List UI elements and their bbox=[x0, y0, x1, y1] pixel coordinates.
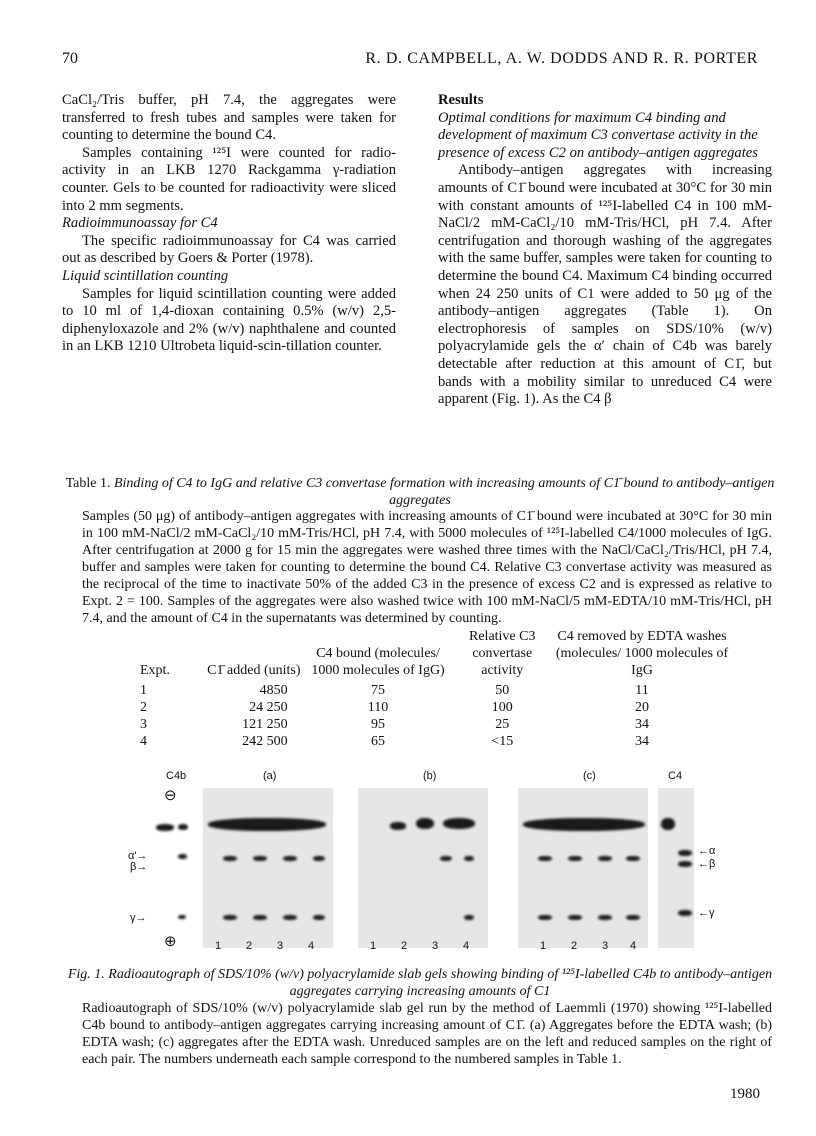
band bbox=[661, 818, 675, 830]
table-note: Samples (50 μg) of antibody–antigen aggregates with increasing amounts of C1̄ bound were incubated at 30°C for 30 min in 100 mM-NaCl/2 mM-CaCl₂/10 mM-Tris/HCl, pH 7.4, with 5000 molecules of ¹²⁵I-labelled C4/1000 molecules of IgG. After centrifugation at 2000 g for 15 min the aggregates were washed three times with the NaCl/CaCl₂/Tris/HCl, pH 7.4, buffer and samples were taken for counting to determine the bound C4. Relative C3 convertase activity was measured as the reciprocal of the time to inactivate 50% of the added C3 in the presence of excess C2 and is expressed as relative to Expt. 2 = 100. Samples of the aggregates were also washed twice with 100 mM-NaCl/5 mM-EDTA/10 mM-Tris/HCl, pH 7.4, and the amount of C4 in the supernatants was determined by counting. bbox=[82, 509, 772, 626]
band bbox=[464, 856, 474, 861]
paragraph: Antibody–antigen aggregates with increasing amounts of C1̄ bound were incubated at 30°C for 30 min with constant amounts of ¹²⁵I-labelled C4 in 100 mM-NaCl/2 mM-CaCl₂/10 mM-Tris/HCl, pH 7.4. After centrifugation and thorough washing of the aggregates with the same buffer, samples were taken for counting to determine the bound C4. Maximum C4 binding occurred when 24 250 units of C1 were added to 50 μg of the antibody–antigen aggregates (Table 1). On electrophoresis of samples on SDS/10% (w/v) polyacrylamide gels the α′ chain of C4b was barely detectable after reduction at this amount of C1̄, but bands with a mobility similar to unreduced C4 were apparent (Fig. 1). As the C4 β bbox=[438, 162, 772, 408]
lane-number: 1 bbox=[215, 940, 222, 952]
table-cell: 25 bbox=[495, 717, 510, 732]
band bbox=[598, 856, 612, 861]
year-footer: 1980 bbox=[730, 1086, 760, 1102]
band bbox=[390, 822, 406, 830]
table-cell: 2 bbox=[140, 700, 147, 715]
alpha-prime-marker: α′→ bbox=[128, 850, 148, 862]
beta-marker: β→ bbox=[130, 861, 148, 873]
band bbox=[626, 915, 640, 920]
band bbox=[568, 856, 582, 861]
table-cell: 65 bbox=[371, 734, 386, 749]
table-cell: 1 bbox=[140, 683, 147, 698]
lane-number: 2 bbox=[571, 940, 578, 952]
gel-radioautograph-figure bbox=[118, 770, 738, 960]
lane-number: 4 bbox=[308, 940, 315, 952]
paragraph: Samples containing ¹²⁵I were counted for radio-activity in an LKB 1270 Rackgamma γ-radiation counter. Gels to be counted for radioactivity were sliced into 2 mm segments. bbox=[62, 144, 396, 214]
table-header-row bbox=[140, 628, 730, 682]
table-cell: 34 bbox=[635, 734, 649, 749]
table-cell: 3 bbox=[140, 717, 147, 732]
gel-panel-a bbox=[203, 788, 333, 948]
band bbox=[416, 818, 434, 829]
lane-number: 2 bbox=[401, 940, 408, 952]
table-cell: 11 bbox=[635, 683, 649, 698]
paragraph: Samples for liquid scintillation counting were added to 10 ml of 1,4-dioxan containing 0.5% (w/v) 2,5-diphenyloxazole and 2% (w/v) naphthalene and counted in an LKB 1210 Ultrobeta liquid-scin-tillation counter. bbox=[62, 285, 396, 355]
table-cell: 75 bbox=[371, 683, 386, 698]
anode-plus-icon: ⊕ bbox=[164, 933, 177, 950]
band bbox=[223, 856, 237, 861]
cathode-minus-icon: ⊖ bbox=[164, 787, 177, 804]
column-header: C1̄ added (units) bbox=[207, 663, 301, 678]
table-cell: 4 bbox=[140, 734, 147, 749]
band bbox=[678, 850, 692, 856]
table-row bbox=[140, 699, 730, 716]
band bbox=[178, 854, 187, 859]
results-heading: Results bbox=[438, 92, 484, 108]
label-c4b: C4b bbox=[166, 770, 187, 782]
data-table bbox=[140, 628, 730, 750]
table-cell: 4850 bbox=[259, 683, 288, 698]
band bbox=[223, 915, 237, 920]
section-heading: Liquid scintillation counting bbox=[62, 267, 229, 284]
paragraph: CaCl₂/Tris buffer, pH 7.4, the aggregates were transferred to fresh tubes and samples were taken for counting to determine the bound C4. bbox=[62, 92, 396, 144]
band bbox=[678, 910, 692, 916]
paragraph: The specific radioimmunoassay for C4 was carried out as described by Goers & Porter (1978). bbox=[62, 232, 396, 267]
running-head: R. D. CAMPBELL, A. W. DODDS AND R. R. PORTER bbox=[365, 50, 758, 67]
band bbox=[568, 915, 582, 920]
table-cell: 242 500 bbox=[242, 734, 288, 749]
column-header: C4 bound (molecules/ 1000 molecules of IgG) bbox=[311, 646, 445, 678]
table-row bbox=[140, 682, 730, 699]
column-header: C4 removed by EDTA washes (molecules/ 1000 molecules of IgG bbox=[555, 629, 729, 678]
figure-caption: Fig. 1. Radioautograph of SDS/10% (w/v) polyacrylamide slab gels showing binding of ¹²⁵I-labelled C4b to antibody–antigen aggregates carrying increasing amounts of C1 bbox=[67, 967, 773, 999]
lane-number: 3 bbox=[602, 940, 609, 952]
gel-panel-b bbox=[358, 788, 488, 948]
table-label: Table 1. bbox=[65, 476, 111, 491]
band bbox=[523, 818, 645, 831]
table-row bbox=[140, 733, 730, 750]
band bbox=[283, 915, 297, 920]
table-cell: 100 bbox=[491, 700, 513, 715]
column-header: Expt. bbox=[140, 663, 170, 678]
table-cell: 34 bbox=[635, 717, 649, 732]
lane-number: 4 bbox=[463, 940, 470, 952]
page-number: 70 bbox=[62, 50, 78, 67]
band bbox=[538, 915, 552, 920]
band bbox=[626, 856, 640, 861]
table-caption bbox=[62, 475, 778, 509]
right-alpha-marker: ←α bbox=[698, 845, 716, 857]
figure-note: Radioautograph of SDS/10% (w/v) polyacrylamide slab gel run by the method of Laemmli (1970) showing ¹²⁵I-labelled C4b bound to antibody–antigen aggregates carrying increasing amount of C1̄. (a) Aggregates before the EDTA wash; (b) EDTA wash; (c) aggregates after the EDTA wash. Unreduced samples are on the left and reduced samples on the right of each pair. The numbers underneath each sample correspond to the numbered samples in Table 1. bbox=[82, 1001, 772, 1067]
table-cell: <15 bbox=[491, 734, 514, 749]
band bbox=[178, 824, 188, 830]
band bbox=[156, 824, 174, 831]
right-column bbox=[438, 92, 772, 409]
band bbox=[443, 818, 475, 829]
table-title: Binding of C4 to IgG and relative C3 convertase formation with increasing amounts of C1̄ bound to antibody–antigen aggregates bbox=[113, 476, 775, 508]
lane-number: 1 bbox=[370, 940, 377, 952]
band bbox=[253, 856, 267, 861]
band bbox=[538, 856, 552, 861]
right-gamma-marker: ←γ bbox=[698, 907, 715, 919]
band bbox=[464, 915, 474, 920]
right-beta-marker: ←β bbox=[698, 858, 716, 870]
band bbox=[313, 915, 325, 920]
gel-panel-c4 bbox=[658, 788, 694, 948]
label-panel-b: (b) bbox=[423, 770, 437, 782]
table-cell: 50 bbox=[495, 683, 510, 698]
label-c4: C4 bbox=[668, 770, 683, 782]
label-panel-c: (c) bbox=[583, 770, 596, 782]
gel-panel-c bbox=[518, 788, 648, 948]
band bbox=[313, 856, 325, 861]
lane-number: 3 bbox=[432, 940, 439, 952]
left-column bbox=[62, 92, 396, 356]
band bbox=[678, 861, 692, 867]
band bbox=[253, 915, 267, 920]
band bbox=[283, 856, 297, 861]
lane-number: 3 bbox=[277, 940, 284, 952]
lane-number: 1 bbox=[540, 940, 547, 952]
band bbox=[178, 915, 186, 919]
table-cell: 20 bbox=[635, 700, 649, 715]
band bbox=[440, 856, 452, 861]
subsection-heading: Optimal conditions for maximum C4 binding and development of maximum C3 convertase activity in the presence of excess C2 on antibody–antigen aggregates bbox=[438, 109, 758, 161]
label-panel-a: (a) bbox=[263, 770, 277, 782]
table-cell: 95 bbox=[371, 717, 386, 732]
band bbox=[208, 818, 326, 831]
table-cell: 121 250 bbox=[242, 717, 288, 732]
column-header: Relative C3 convertase activity bbox=[469, 629, 536, 678]
table-cell: 24 250 bbox=[249, 700, 288, 715]
table-cell: 110 bbox=[367, 700, 389, 715]
section-heading: Radioimmunoassay for C4 bbox=[62, 215, 218, 232]
gamma-marker: γ→ bbox=[130, 912, 147, 924]
band bbox=[598, 915, 612, 920]
table-row bbox=[140, 716, 730, 733]
lane-number: 2 bbox=[246, 940, 253, 952]
lane-number: 4 bbox=[630, 940, 637, 952]
